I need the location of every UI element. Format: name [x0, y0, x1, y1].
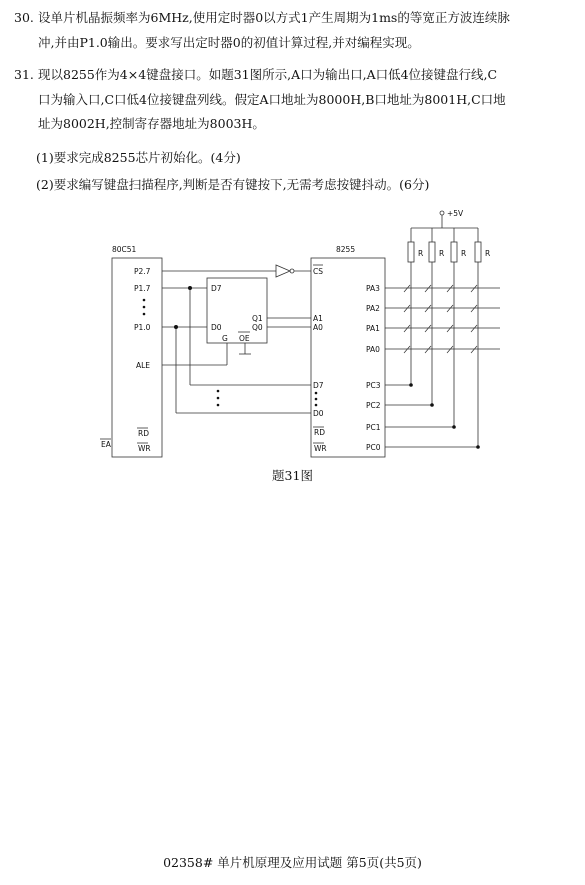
ppi-label: 8255	[336, 245, 356, 254]
pin-label: OE	[239, 334, 250, 343]
pin-label: D7	[211, 284, 222, 293]
figure-caption: 题31图	[272, 468, 313, 483]
resistor-label: R	[461, 249, 467, 258]
pin-label: WR	[314, 444, 327, 453]
pin-label: RD	[138, 429, 149, 438]
pin-label: PA1	[366, 324, 380, 333]
pullup-resistor	[429, 242, 435, 262]
pin-label: ALE	[136, 361, 151, 370]
pin-label: P1.7	[134, 284, 151, 293]
question-text-line: 冲,并由P1.0输出。要求写出定时器0的初值计算过程,并对编程实现。	[38, 34, 420, 50]
pin-label: D0	[211, 323, 222, 332]
question-30	[14, 6, 575, 55]
pin-label: D0	[313, 409, 324, 418]
page-footer: 02358# 单片机原理及应用试题 第5页(共5页)	[163, 855, 422, 870]
pin-label: PA0	[366, 345, 380, 354]
pullup-resistor	[408, 242, 414, 262]
pin-label: A0	[313, 323, 323, 332]
pin-label: PA2	[366, 304, 380, 313]
question-text-line: 现以8255作为4×4键盘接口。如题31图所示,A口为输出口,A口低4位接键盘行线,C	[38, 67, 498, 82]
question-31	[14, 63, 575, 137]
question-31-part-1: (1)要求完成8255芯片初始化。(4分)	[36, 150, 241, 165]
pin-label: PC3	[366, 381, 381, 390]
pin-label: Q0	[252, 323, 263, 332]
question-text-line: 址为8002H,控制寄存器地址为8003H。	[38, 116, 265, 131]
circuit-diagram	[0, 205, 585, 460]
question-text-line: 口为输入口,C口低4位接键盘列线。假定A口地址为8000H,B口地址为8001H,C口地	[38, 91, 506, 107]
resistor-label: R	[485, 249, 491, 258]
pin-label: Q1	[252, 314, 263, 323]
resistor-label: R	[418, 249, 424, 258]
pin-label: PC2	[366, 401, 381, 410]
pin-label: A1	[313, 314, 323, 323]
pin-label: RD	[314, 428, 325, 437]
question-31-part-2: (2)要求编写键盘扫描程序,判断是否有键按下,无需考虑按键抖动。(6分)	[36, 177, 430, 192]
mcu-label: 80C51	[112, 245, 137, 254]
pin-label: CS	[313, 267, 323, 276]
pin-label: PA3	[366, 284, 380, 293]
pin-label: D7	[313, 381, 324, 390]
keypad-matrix	[404, 285, 477, 353]
pin-label: G	[222, 334, 228, 343]
question-text-line: 设单片机晶振频率为6MHz,使用定时器0以方式1产生周期为1ms的等宽正方波连续脉	[38, 10, 510, 25]
pin-label: PC1	[366, 423, 381, 432]
pin-label: PC0	[366, 443, 381, 452]
inverter-gate	[276, 265, 290, 277]
question-number: 31.	[14, 67, 34, 82]
pullup-resistor	[475, 242, 481, 262]
pin-label: P2.7	[134, 267, 151, 276]
vcc-label: +5V	[447, 209, 464, 218]
pin-label: EA	[101, 440, 111, 449]
pullup-resistor	[451, 242, 457, 262]
question-number: 30.	[14, 10, 34, 25]
pin-label: WR	[138, 444, 151, 453]
pin-label: P1.0	[134, 323, 151, 332]
resistor-label: R	[439, 249, 445, 258]
